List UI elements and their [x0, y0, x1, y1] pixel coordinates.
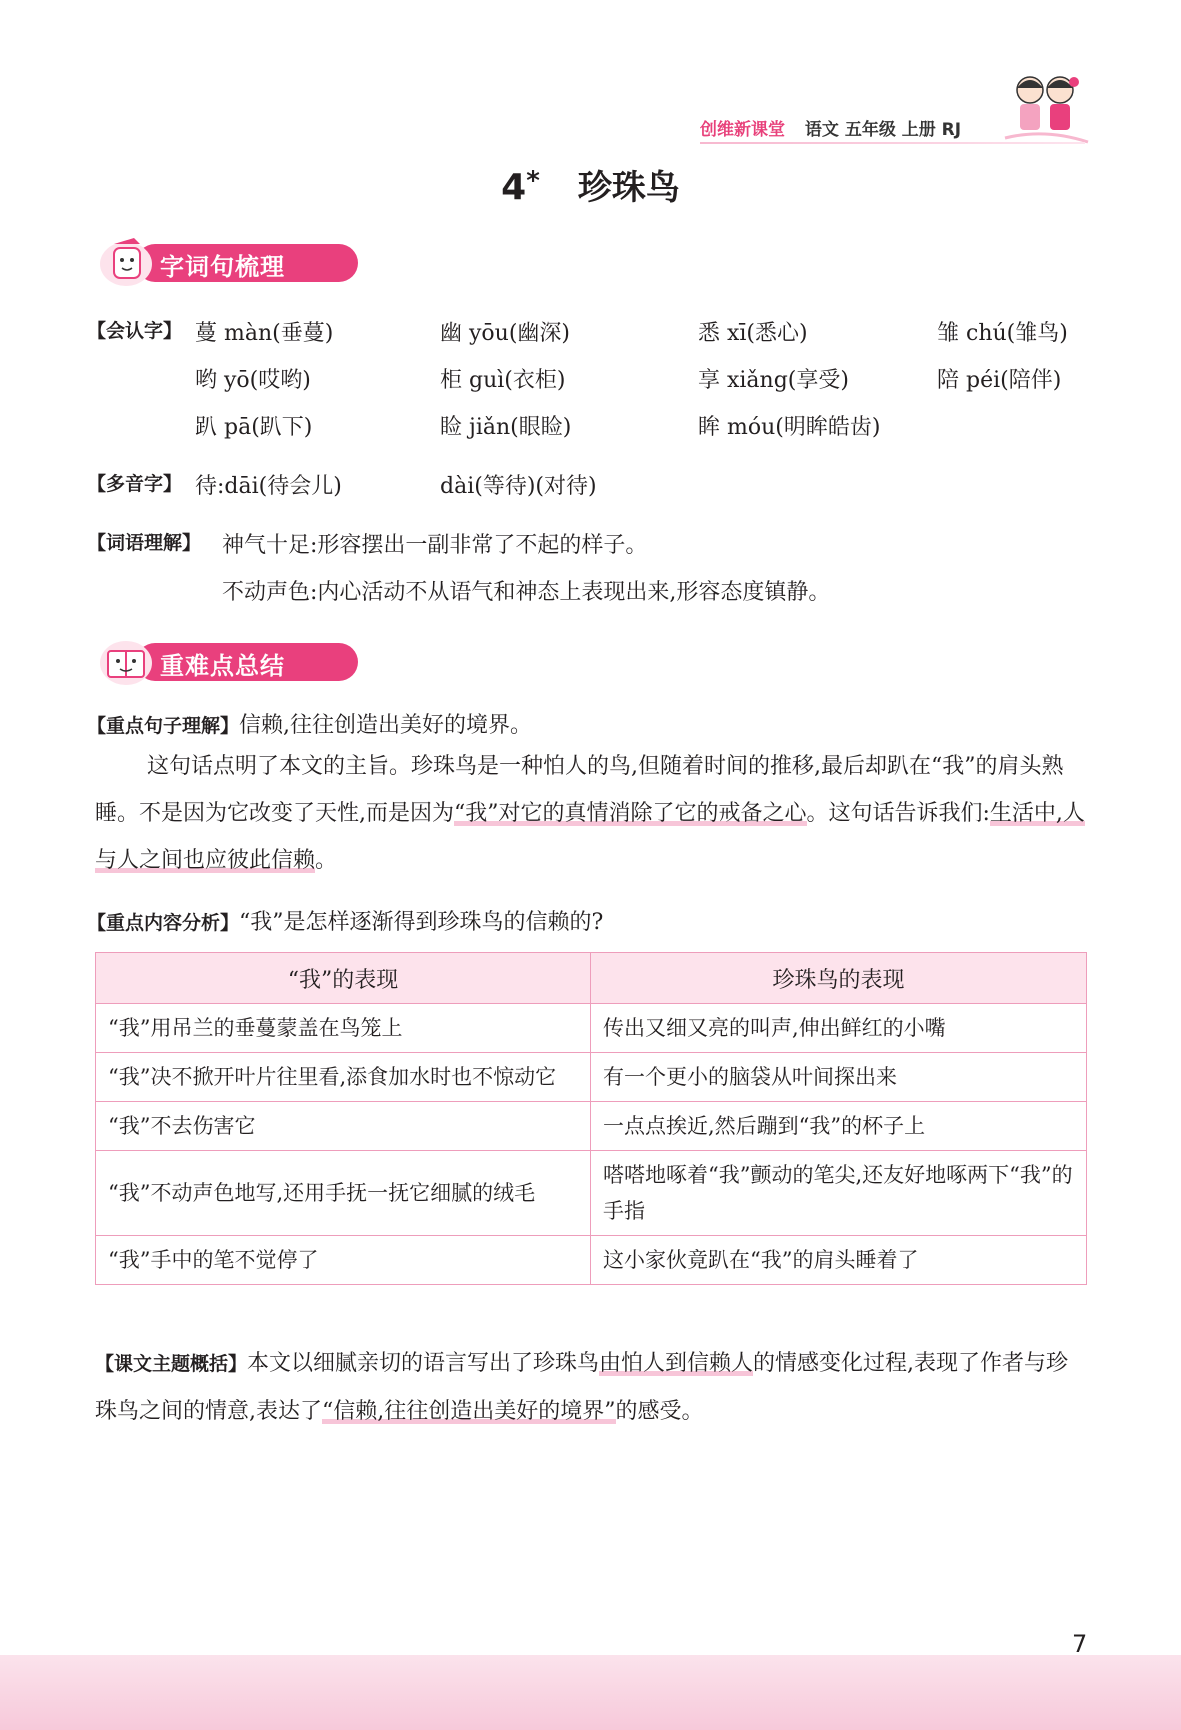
table-row — [96, 1102, 1087, 1151]
highlight: “我”对它的真情消除了它的戒备之心 — [454, 801, 807, 826]
recognize-item: 哟 yō(哎哟) — [195, 368, 311, 393]
table-cell: “我”不动声色地写,还用手抚一抚它细腻的绒毛 — [96, 1151, 591, 1236]
table-row — [96, 1004, 1087, 1053]
pencil-mascot-icon — [94, 234, 154, 290]
section-keypoints-title: 重难点总结 — [160, 652, 285, 680]
theme-summary: 【课文主题概括】本文以细腻亲切的语言写出了珍珠鸟由怕人到信赖人的情感变化过程,表现了作者与珍珠鸟之间的情意,表达了“信赖,往往创造出美好的境界”的感受。 — [95, 1351, 1069, 1424]
recognize-item: 幽 yōu(幽深) — [440, 321, 571, 346]
table-cell: “我”用吊兰的垂蔓蒙盖在鸟笼上 — [96, 1004, 591, 1053]
words-line-1: 神气十足:形容摆出一副非常了不起的样子。 — [222, 533, 648, 558]
table-header-cell: 珍珠鸟的表现 — [591, 953, 1087, 1004]
kids-mascot-icon — [1000, 68, 1090, 148]
book-mascot-icon — [94, 633, 154, 689]
highlight: “信赖,往往创造出美好的境界” — [322, 1399, 616, 1424]
recognize-tag: 【会认字】 — [87, 320, 183, 342]
table-cell: 这小家伙竟趴在“我”的肩头睡着了 — [591, 1236, 1087, 1285]
polyphone-first: 待:dāi(待会儿) — [195, 474, 342, 499]
table-header-cell: “我”的表现 — [96, 953, 591, 1004]
bottom-decorative-band — [0, 1655, 1181, 1730]
theme-tag: 【课文主题概括】 — [95, 1353, 248, 1375]
recognize-item: 趴 pā(趴下) — [195, 415, 313, 440]
table-row — [96, 1236, 1087, 1285]
table-cell: 一点点挨近,然后蹦到“我”的杯子上 — [591, 1102, 1087, 1151]
table-cell: 传出又细又亮的叫声,伸出鲜红的小嘴 — [591, 1004, 1087, 1053]
lesson-title-text: 珍珠鸟 — [577, 168, 680, 208]
polyphone-tag: 【多音字】 — [87, 473, 183, 495]
header-meta: 语文 五年级 上册 RJ — [804, 120, 962, 140]
key-sentence-text: 信赖,往往创造出美好的境界。 — [239, 713, 533, 738]
recognize-item: 蔓 màn(垂蔓) — [195, 321, 334, 346]
recognize-item: 柜 guì(衣柜) — [440, 368, 566, 393]
table-cell: “我”不去伤害它 — [96, 1102, 591, 1151]
recognize-item: 享 xiǎng(享受) — [698, 368, 849, 393]
table-cell: 有一个更小的脑袋从叶间探出来 — [591, 1053, 1087, 1102]
highlight: 由怕人到信赖人 — [599, 1351, 754, 1376]
page-header — [700, 115, 961, 140]
key-sentence-explanation: 这句话点明了本文的主旨。珍珠鸟是一种怕人的鸟,但随着时间的推移,最后却趴在“我”的肩头熟睡。不是因为它改变了天性,而是因为“我”对它的真情消除了它的戒备之心。这句话告诉我们:生活中,人与人之间也应彼此信赖。 — [95, 754, 1085, 873]
table-row — [96, 1053, 1087, 1102]
polyphone-second: dài(等待)(对待) — [440, 474, 597, 499]
key-content-tag: 【重点内容分析】 — [87, 912, 240, 934]
table-cell: 嗒嗒地啄着“我”颤动的笔尖,还友好地啄两下“我”的手指 — [591, 1151, 1087, 1236]
words-tag: 【词语理解】 — [87, 532, 202, 554]
key-content-row — [87, 905, 603, 936]
table-cell: “我”决不掀开叶片往里看,添食加水时也不惊动它 — [96, 1053, 591, 1102]
comparison-table — [95, 952, 1087, 1285]
highlight: 生活中,人与人之间也应彼此信赖 — [95, 801, 1085, 873]
recognize-item: 睑 jiǎn(眼睑) — [440, 415, 572, 440]
table-row — [96, 1151, 1087, 1236]
words-line-2: 不动声色:内心活动不从语气和神态上表现出来,形容态度镇静。 — [222, 580, 831, 605]
table-header-row — [96, 953, 1087, 1004]
header-brand: 创维新课堂 — [700, 120, 785, 140]
lesson-number: 4 — [501, 167, 527, 208]
header-divider — [700, 142, 1085, 144]
key-sentence-row — [87, 708, 532, 739]
key-content-question: “我”是怎样逐渐得到珍珠鸟的信赖的? — [239, 910, 604, 935]
key-sentence-tag: 【重点句子理解】 — [87, 715, 240, 737]
lesson-star: * — [526, 166, 540, 196]
table-cell: “我”手中的笔不觉停了 — [96, 1236, 591, 1285]
page-number: 7 — [1072, 1630, 1088, 1658]
recognize-item: 悉 xī(悉心) — [698, 321, 808, 346]
recognize-item: 陪 péi(陪伴) — [937, 368, 1062, 393]
recognize-item: 眸 móu(明眸皓齿) — [698, 415, 881, 440]
recognize-item: 雏 chú(雏鸟) — [937, 321, 1068, 346]
lesson-title — [0, 160, 1181, 209]
section-vocab-title: 字词句梳理 — [160, 253, 285, 281]
